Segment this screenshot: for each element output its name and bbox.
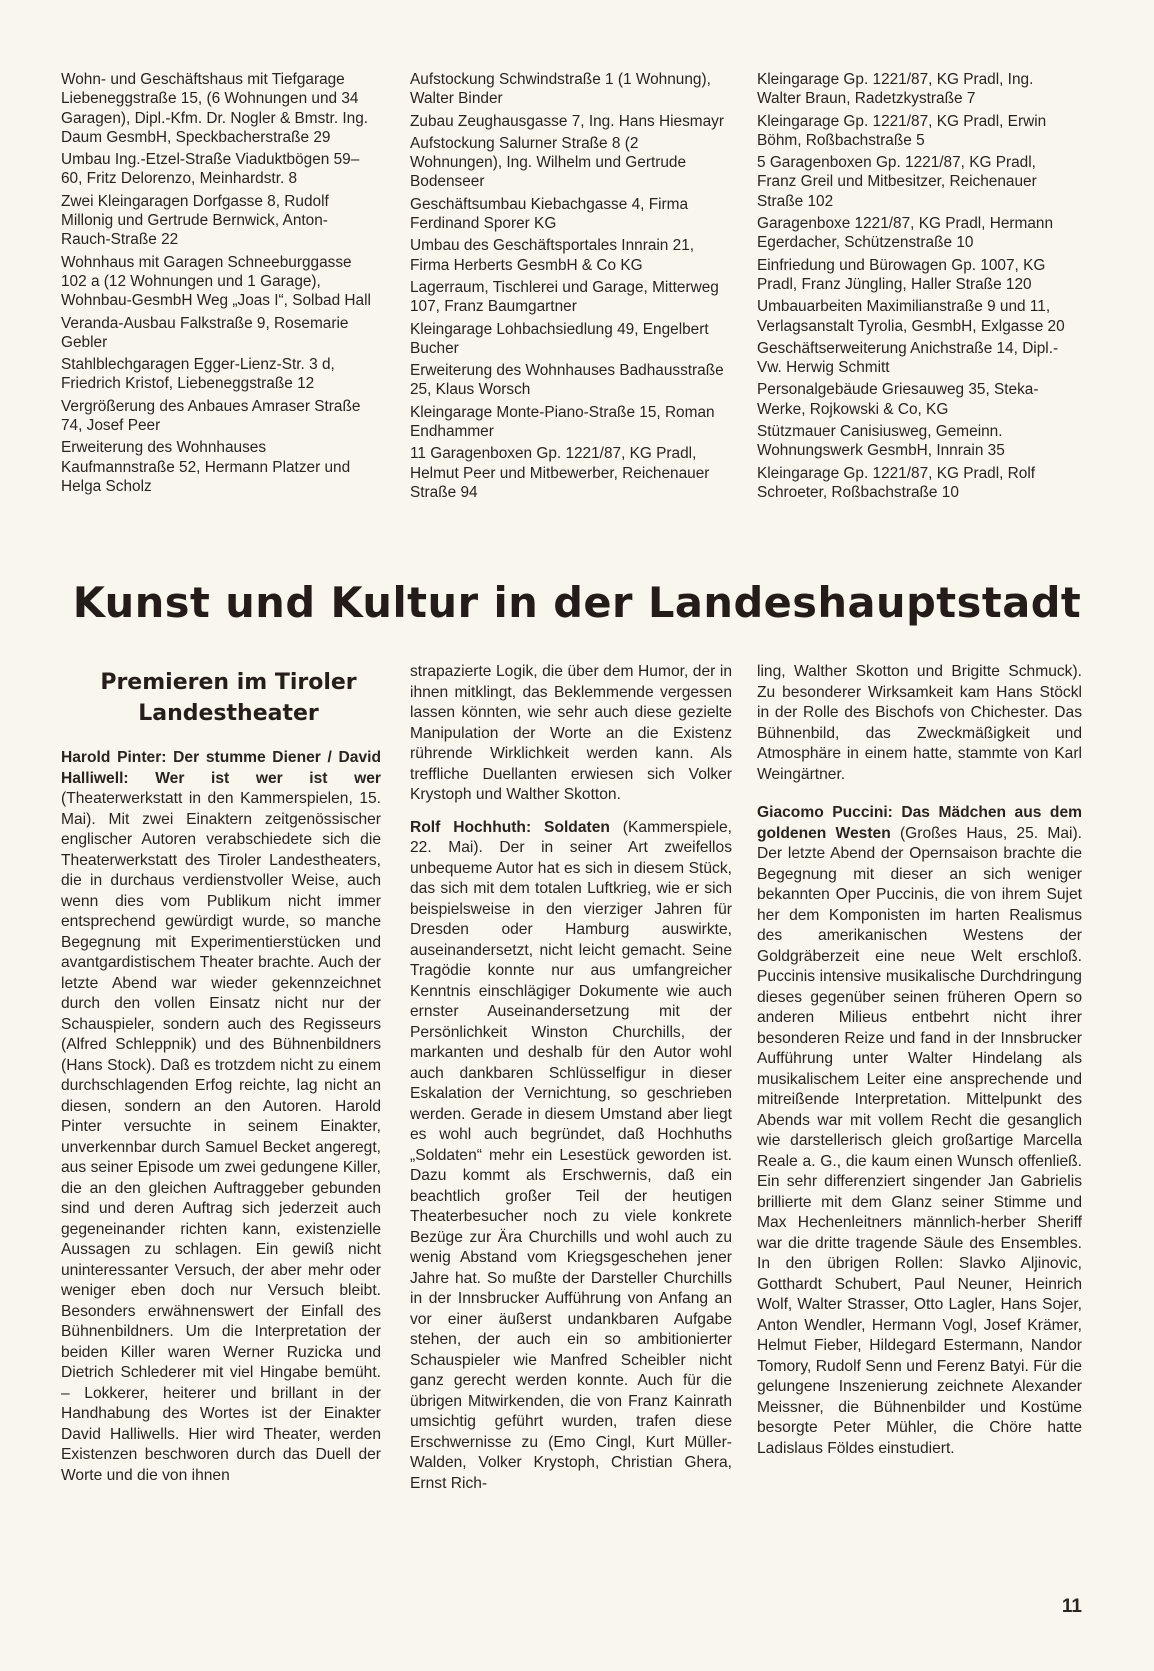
paragraph-text: (Großes Haus, 25. Mai). Der letzte Abend der Opernsaison brachte die Begegnung mit dieser an sich weniger bekannten Oper Puccinis, die von ihrem Sujet her dem Komponisten im harten Realismus des amerikanischen Westens der Goldgräberzeit eine neue Welt erschloß. Puccinis intensive musikalische Durchdringung dieses gegenüber seinen früheren Opern so anderen Milieus entbehrt nicht ihrer besonderen Reize und fand in der Innsbrucker Aufführung unter Walter Hindelang als musikalischem Leiter eine ansprechende und mitreißende Interpretation. Mittelpunkt des Abends war mit vollem Recht die gesanglich wie darstellerisch gleich großartige Marcella Reale a. G., die kaum einen Wunsch offenließ. Ein sehr differenziert singender Jan Gabrielis brillierte mit dem Glanz seiner Stimme und Max Hechenleitners männlich-herber Sheriff war die dritte tragende Säule des Ensembles. In den übrigen Rollen: Slavko Aljinovic, Gotthardt Schubert, Paul Neuner, Heinrich Wolf, Walter Strasser, Otto Lagler, Hans Sojer, Anton Wendler, Hermann Vogl, Josef Krämer, Helmut Fieber, Hildegard Estermann, Nandor Tomory, Rudolf Senn und Ferenz Batyi. Für die gelungene Inszenierung zeichnete Alexander Meissner, die Bühnenbilder und Kostüme besorgte Peter Mühler, die Chöre hatte Ladislaus Földes einstudiert. [757,824,1082,1457]
list-item: Umbau des Geschäftsportales Innrain 21, Firma Herberts GesmbH & Co KG [410,237,695,274]
list-item: Wohnhaus mit Garagen Schneeburggasse 102 a (12 Wohnungen und 1 Garage), Wohnbau-GesmbH Weg „Joas I“, Solbad Hall [61,253,371,310]
list-item: Veranda-Ausbau Falkstraße 9, Rosemarie Gebler [61,314,349,351]
list-item: Lagerraum, Tischlerei und Garage, Mitterweg 107, Franz Baumgartner [410,278,719,316]
list-item: Stützmauer Canisiusweg, Gemeinn. Wohnungswerk GesmbH, Innrain 35 [757,423,1005,460]
page-number: 11 [1061,1596,1082,1617]
article-column-1 [61,748,381,1486]
construction-list-column-1 [61,70,376,499]
list-item: Kleingarage Monte-Piano-Straße 15, Roman Endhammer [410,403,715,441]
list-item: Erweiterung des Wohnhauses Kaufmannstraße 52, Hermann Platzer und Helga Scholz [61,439,351,495]
play-title-hochhuth: Rolf Hochhuth: Soldaten [410,818,610,836]
article-column-3 [757,662,1082,1459]
list-item: Geschäftserweiterung Anichstraße 14, Dipl.-Vw. Herwig Schmitt [757,339,1059,377]
list-item: Vergrößerung des Anbaues Amraser Straße 74, Josef Peer [61,397,361,435]
list-item: Geschäftsumbau Kiebachgasse 4, Firma Ferdinand Sporer KG [410,195,689,233]
article-paragraph [757,662,1082,785]
article-paragraph [410,818,732,1495]
play-title-pinter-halliwell: Harold Pinter: Der stumme Diener / David Halliwell: Wer ist wer ist wer [61,749,381,787]
article-paragraph [757,803,1082,1459]
list-item: Zubau Zeughausgasse 7, Ing. Hans Hiesmayr [410,112,724,130]
list-item: 5 Garagenboxen Gp. 1221/87, KG Pradl, Franz Greil und Mitbesitzer, Reichenauer Straße 102 [757,154,1037,210]
list-item: Wohn- und Geschäftshaus mit Tiefgarage Liebeneggstraße 15, (6 Wohnungen und 34 Garagen), Dipl.-Kfm. Dr. Nogler & Bmstr. Ing. Daum GesmbH, Speckbacherstraße 29 [61,71,369,146]
list-item: Aufstockung Salurner Straße 8 (2 Wohnungen), Ing. Wilhelm und Gertrude Bodenseer [410,134,687,191]
construction-list-column-2 [410,70,725,505]
section-headline: Kunst und Kultur in der Landeshauptstadt [72,578,1082,627]
paragraph-text: (Kammerspiele, 22. Mai). Der in seiner Art zweifellos unbequeme Autor hat es sich in diesem Stück, das sich mit dem totalen Luftkrieg, wie er sich beispielsweise in den vierziger Jahren für Dresden oder Hamburg auswirkte, auseinandersetzt, nicht leicht gemacht. Seine Tragödie konnte nur aus umfangreicher Kenntnis einschlägiger Dokumente wie auch ernster Auseinandersetzung mit der Persönlichkeit Winston Churchills, der markanten und deshalb für den Autor wohl auch dankbaren Schlüsselfigur in dieser Eskalation der Vernichtung, so geschrieben werden. Gerade in diesem Umstand aber liegt es wohl auch begründet, daß Hochhuths „Soldaten“ mehr ein Lesestück geworden ist. Dazu kommt als Erschwernis, daß ein beachtlich großer Teil der heutigen Theaterbesucher noch zu viele konkrete Bezüge zur Ära Churchills und wohl auch zu wenig Abstand vom Kriegsgeschehen jener Jahre hat. So mußte der Darsteller Churchills in der Innsbrucker Aufführung von Anfang an vor einer äußerst undankbaren Aufgabe stehen, der auch ein so ambitionierter Schauspieler wie Manfred Scheibler nicht ganz gerecht werden konnte. Auch für die übrigen Mitwirkenden, die von Franz Kainrath umsichtig geführt wurden, trafen diese Erschwernisse zu (Emo Cingl, Kurt Müller-Walden, Volker Krystoph, Christian Ghera, Ernst Rich- [410,818,732,1492]
list-item: Kleingarage Lohbachsiedlung 49, Engelbert Bucher [410,320,709,357]
list-item: Umbau Ing.-Etzel-Straße Viaduktbögen 59–60, Fritz Delorenzo, Meinhardstr. 8 [61,151,360,188]
list-item: Zwei Kleingaragen Dorfgasse 8, Rudolf Millonig und Gertrude Bernwick, Anton-Rauch-Straße 22 [61,192,329,249]
paragraph-text: strapazierte Logik, die über dem Humor, der in ihnen mitklingt, das Beklemmende vergessen lassen könnten, wie sehr auch diese gezielte Manipulation der Worte an die Existenz rührende Wirklichkeit werden kann. Als treffliche Duellanten erwiesen sich Volker Krystoph und Walther Skotton. [410,663,732,803]
paragraph-text: (Theaterwerkstatt in den Kammerspielen, 15. Mai). Mit zwei Einaktern zeitgenössischer englischer Autoren verabschiedete sich die Theaterwerkstatt des Tiroler Landestheaters, die in durchaus verdienstvoller Weise, auch wenn dies vom Publikum nicht immer entsprechend gewürdigt wurde, so manche Begegnung mit Experimentierstücken und avantgardistischem Theater brachte. Auch der letzte Abend war wieder gekennzeichnet durch den vollen Einsatz nicht nur der Schauspieler, sondern auch des Regisseurs (Alfred Schleppnik) und des Bühnenbildners (Hans Stock). Daß es trotzdem nicht zu einem durchschlagenden Erfog reichte, lag nicht an diesen, sondern an den Autoren. Harold Pinter versuchte in seinem Einakter, unverkennbar durch Samuel Becket angeregt, aus seiner Episode um zwei gedungene Killer, die an den gleichen Auftraggeber gebunden sind und deren Auftrag sich jederzeit auch gegeneinander richten kann, existenzielle Aussagen zu schlagen. Ein gewiß nicht uninteressanter Versuch, der aber mehr oder weniger eben doch nur Versuch bleibt. Besonders erwähnenswert der Einfall des Bühnenbildners. Um die Interpretation der beiden Killer waren Werner Ruzicka und Dietrich Schlederer mit viel Hingabe bemüht. – Lokkerer, heiterer und brillant in der Handhabung des Wortes ist der Einakter David Halliwells. Hier wird Theater, werden Existenzen beschworen durch das Duell der Worte und die von ihnen [61,790,381,1484]
article-title: Premieren im Tiroler Landestheater [100,670,357,726]
list-item: Aufstockung Schwindstraße 1 (1 Wohnung), Walter Binder [410,71,711,108]
list-item: Kleingarage Gp. 1221/87, KG Pradl, Erwin Böhm, Roßbachstraße 5 [757,112,1047,149]
list-item: Garagenboxe 1221/87, KG Pradl, Hermann Egerdacher, Schützenstraße 10 [757,215,1054,252]
list-item: 11 Garagenboxen Gp. 1221/87, KG Pradl, Helmut Peer und Mitbewerber, Reichenauer Straße 94 [410,445,710,501]
paragraph-text: ling, Walther Skotton und Brigitte Schmuck). Zu besonderer Wirksamkeit kam Hans Stöckl in der Rolle des Bischofs von Chichester. Das Bühnenbild, das Zweckmäßigkeit und Atmosphäre in einem hatte, stammte von Karl Weingärtner. [757,663,1082,783]
list-item: Umbauarbeiten Maximilianstraße 9 und 11, Verlagsanstalt Tyrolia, GesmbH, Exlgasse 20 [757,298,1065,335]
list-item: Erweiterung des Wohnhauses Badhausstraße 25, Klaus Worsch [410,362,724,399]
list-item: Kleingarage Gp. 1221/87, KG Pradl, Ing. Walter Braun, Radetzkystraße 7 [757,71,1034,108]
article-column-2 [410,662,732,1494]
list-item: Kleingarage Gp. 1221/87, KG Pradl, Rolf Schroeter, Roßbachstraße 10 [757,464,1036,501]
list-item: Personalgebäude Griesauweg 35, Steka-Werke, Rojkowski & Co, KG [757,381,1039,418]
article-paragraph [410,662,732,806]
list-item: Einfriedung und Bürowagen Gp. 1007, KG Pradl, Franz Jüngling, Haller Straße 120 [757,256,1046,293]
construction-list-column-3 [757,70,1072,505]
list-item: Stahlblechgaragen Egger-Lienz-Str. 3 d, Friedrich Kristof, Liebeneggstraße 12 [61,356,335,393]
article-paragraph [61,748,381,1486]
play-title-puccini: Giacomo Puccini: Das Mädchen aus dem goldenen Westen [757,804,1082,842]
